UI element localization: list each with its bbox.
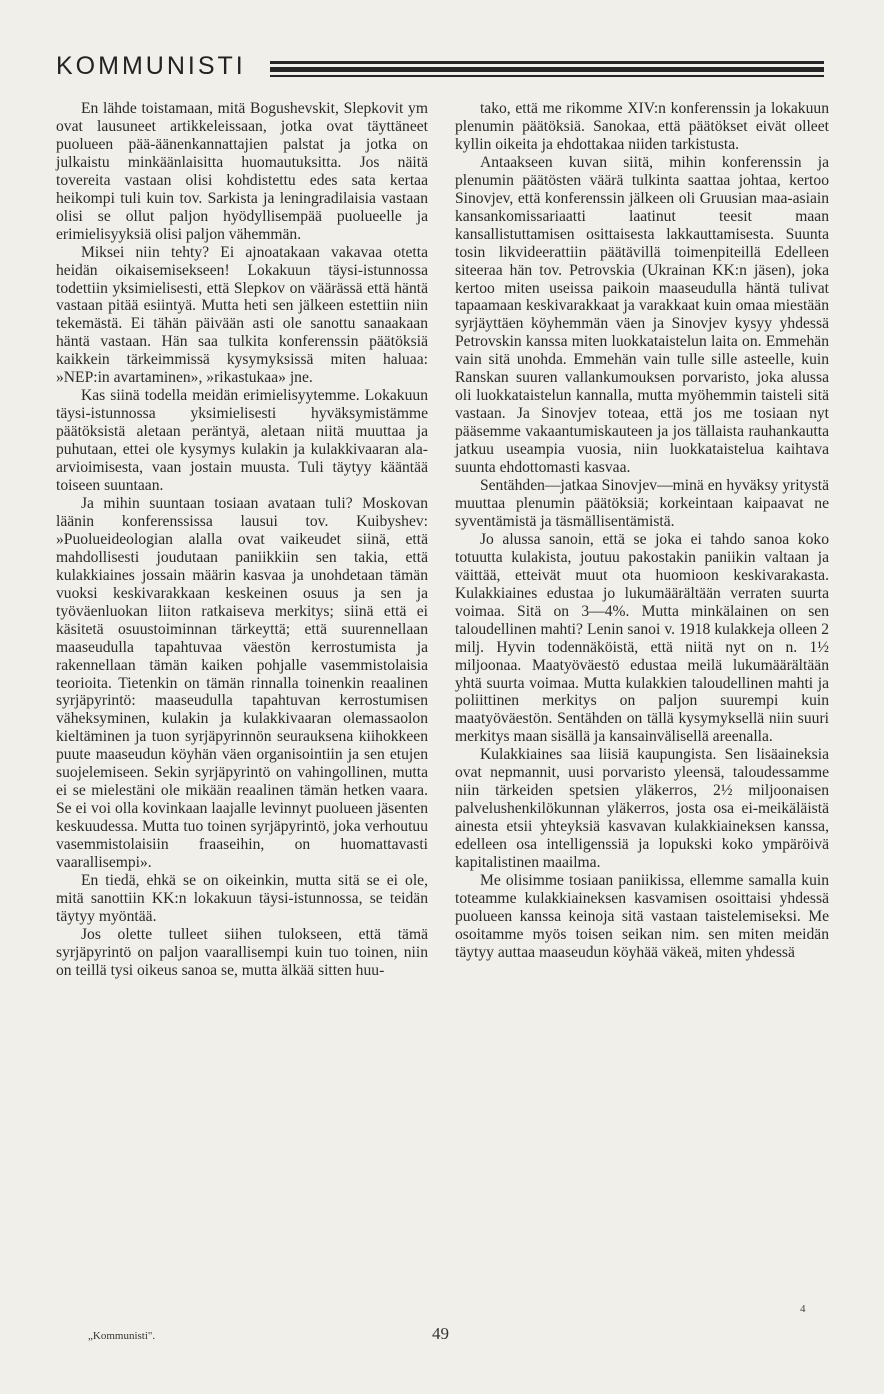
paragraph: tako, että me rikomme XIV:n konferenssin ja lokakuun plenumin päätöksiä. Sanokaa, että päätökset eivät olleet kyllin oikeita ja ehdottakaa niiden tarkistusta. <box>455 100 829 153</box>
paragraph: Kulakkiaines saa liisiä kaupungista. Sen lisäaineksia ovat nepmannit, uusi porvaristo yleensä, taloudessamme niin tärkeiden spetsien yläkerros, 2½ miljoonaisen palvelushenkilökunnan yläkerros, josta osa ei-meikäläistä ainesta etsii yhteyksiä kasvavan kulakkiaineksen kanssa, edelleen osa intelligenssiä ja lopukski koko ympäröivä kapitalistinen maailma. <box>455 746 829 872</box>
right-column <box>455 100 829 962</box>
paragraph: En lähde toistamaan, mitä Bogushevskit, Slepkovit ym ovat lausuneet artikkeleissaan, jotka ovat täyttäneet puolueen pää-äänenkannattajien palstat ja jotka on julkaistu minkäänlaisitta huomautuksitta. Jos näitä tovereita vastaan olisi kohdistettu edes sata kertaa heikompi tuli kuin tov. Sarkista ja leningradilaisia vastaan olisi se ollut paljon hyödyllisempää puolueelle ja erimielisyyksiä olisi paljon vähemmän. <box>56 100 428 243</box>
paragraph: Sentähden—jatkaa Sinovjev—minä en hyväksy yritystä muuttaa plenumin päätöksiä; korkeintaan kaipaavat ne syventämistä ja täsmällisentämistä. <box>455 477 830 530</box>
signature-mark: 4 <box>800 1303 806 1315</box>
paragraph: Antaakseen kuvan siitä, mihin konferenssin ja plenumin päätösten väärä tulkinta saattaa johtaa, kertoo Sinovjev, että konferenssin jälkeen oli Gruusian maa-asiain kansankomissariaatti laatinut teesit maan kansallistuttamisen osittaisesta lakkauttamisesta. Suunta tosin likvideerattiin päätävillä toimenpiteillä Edelleen siteeraa hän tov. Petrovskia (Ukrainan KK:n jäsen), joka kertoo miten useissa paikoin maaseudulla häntä tulivat tapaamaan keskivarakkaat ja varakkaat kuin omaa miestään syrjäyttäen köyhemmän väen ja Sinovjev kysyy yhdessä Petrovskin kanssa miten luokkataistelun laita on. Emmehän vain sitä unohda. Emmehän vain tulle sille asteelle, kuin Ranskan suuren vallankumouksen porvaristo, joka alussa oli luokkataistelun kannalla, mutta myöhemmin taisteli sitä vastaan. Ja Sinovjev toteaa, että jos me tosiaan nyt pääsemme vakaantumiskauteen ja jos tällaista rauhankautta jatkuu useampia vuosia, niin luokkataistelua kaihtava suunta ehdottomasti kasvaa. <box>455 153 829 477</box>
header-rule <box>270 75 824 77</box>
source-footnote: „Kommunisti". <box>88 1330 156 1342</box>
paragraph: Miksei niin tehty? Ei ajnoatakaan vakavaa otetta heidän oikaisemisekseen! Lokakuun täysi-istunnossa todettiin yksimielisesti, että Slepkov on väärässä että häntä vastaan pitää esiintyä. Mutta heti sen jälkeen estettiin niin tekemästä. Ei tähän päivään asti ole sanottu sanaakaan häntä vastaan. Hän saa tulkita konferenssin päätöksiä kaikkein tärkeimmissä kysymyksissä miten haluaa: »NEP:in avartaminen», »rikastukaa» jne. <box>56 243 428 387</box>
paragraph: Me olisimme tosiaan paniikissa, ellemme samalla kuin toteamme kulakkiaineksen kasvamisen osoittaisi yhdessä puolueen kanssa keinoja sitä vastaan taistelemiseksi. Me osoitamme myös toisen seikan nim. sen miten meidän täytyy auttaa maaseudun köyhää väkeä, miten yhdessä <box>455 871 829 961</box>
left-column <box>56 100 428 980</box>
paragraph: Ja mihin suuntaan tosiaan avataan tuli? Moskovan läänin konferenssissa lausui tov. Kuibyshev: »Puolueideologian alalla ovat vaikeudet siinä, että mahdollisesti joudutaan paniikkiin sen takia, että kulakkiaines jossain määrin kasvaa ja unohdetaan tämän vuoksi keskivarakkaan keskeinen osuus ja sen ja työväenluokan liiton ratkaiseva merkitys; siinä että ei käsitetä osuustoiminnan tärkeyttä; että suurennellaan maaseudulla tapahtuvaa väestön kerrostumista ja rakennellaan tämän kaiken pohjalle vasemmistolaisia teorioita. Tietenkin on tämän rinnalla toinenkin reaalinen syrjäpyrintö: maaseudulla tapahtuvan kerrostumisen väheksyminen, kulakin ja kulakkivaaran olemassaolon kieltäminen ja tuon syrjäpyrinnön seurauksena kiihokkeen puute maaseudun köyhän väen organisointiin ja sen etujen suojelemiseen. Sekin syrjäpyrintö on vahingollinen, mutta ei se mielestäni ole mikään reaalinen tämän hetken vaara. Se ei voi olla kovinkaan laajalle levinnyt puolueen jäsenten keskuudessa. Mutta tuo toinen syrjäpyrintö, joka verhoutuu vasemmistolaisiin fraaseihin, on huomattavasti vaarallisempi». <box>56 494 428 872</box>
paragraph: Jos olette tulleet siihen tulokseen, että tämä syrjäpyrintö on paljon vaarallisempi kuin tuo toinen, niin on teillä tysi oikeus sanoa se, mutta älkää sitten huu- <box>56 925 428 979</box>
header-rule <box>270 67 824 72</box>
header-rule <box>270 61 824 64</box>
page-number: 49 <box>432 1324 449 1343</box>
journal-title: KOMMUNISTI <box>56 52 246 80</box>
paragraph: Jo alussa sanoin, että se joka ei tahdo sanoa koko totuutta kulakista, joutuu pakostakin paniikin valtaan ja väittää, etteivät muut ota huomioon keskivarakasta. Kulakkiaines edustaa jo lukumäärältään verraten suurta voimaa. Sitä on 3—4%. Mutta minkälainen on sen taloudellinen mahti? Lenin sanoi v. 1918 kulakkeja olleen 2 milj. Hyvin todennäköistä, että niitä nyt on n. 1½ miljoonaa. Maatyöväestö edustaa meilä lukumäärältään yhtä suurta voimaa. Mutta kulakkien taloudellinen mahti ja poliittinen merkitys on paljon suurempi kuin maatyöväestön. Sentähden on tällä kysymyksellä niin suuri merkitys maan sisällä ja kansainvälisellä areenalla. <box>455 530 829 746</box>
paragraph: En tiedä, ehkä se on oikeinkin, mutta sitä se ei ole, mitä sanottiin KK:n lokakuun täysi-istunnossa, se teidän täytyy myöntää. <box>56 871 428 925</box>
paragraph: Kas siinä todella meidän erimielisyytemme. Lokakuun täysi-istunnossa yksimielisesti hyväksymistämme päätöksistä aletaan peräntyä, aletaan niitä muuttaa ja puhutaan, ettei ole kysymys kulakin ja kulakkivaaran ala-arvioimisesta, vaan jostain muusta. Tuli täytyy kääntää toiseen suuntaan. <box>56 387 428 495</box>
